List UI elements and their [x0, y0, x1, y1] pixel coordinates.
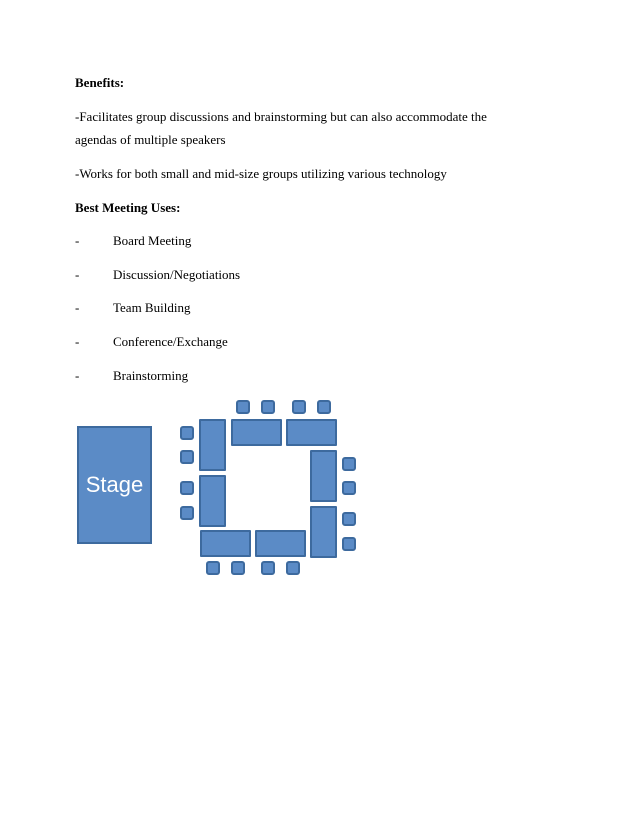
- stage-label: Stage: [85, 472, 144, 497]
- table: [199, 419, 226, 471]
- table: [231, 419, 282, 446]
- stage: [77, 426, 152, 544]
- list-item: Conference/Exchange: [113, 334, 228, 349]
- chair: [180, 481, 194, 495]
- table: [310, 506, 337, 558]
- chair: [206, 561, 220, 575]
- chair: [317, 400, 331, 414]
- list-bullet: -: [75, 233, 80, 248]
- chair: [236, 400, 250, 414]
- list-item: Brainstorming: [113, 368, 189, 383]
- list-bullet: -: [75, 267, 80, 282]
- list-item: Discussion/Negotiations: [113, 267, 241, 282]
- list-item: Board Meeting: [113, 233, 192, 248]
- chair: [342, 512, 356, 526]
- benefits-heading: Benefits:: [75, 75, 125, 90]
- table: [199, 475, 226, 527]
- list-item: Team Building: [113, 300, 191, 315]
- table: [200, 530, 251, 557]
- chair: [180, 506, 194, 520]
- table: [310, 450, 337, 502]
- chair: [342, 457, 356, 471]
- benefit-point-1-line-2: agendas of multiple speakers: [75, 132, 226, 147]
- list-bullet: -: [75, 368, 80, 383]
- list-bullet: -: [75, 334, 80, 349]
- list-bullet: -: [75, 300, 80, 315]
- chair: [342, 481, 356, 495]
- chair: [231, 561, 245, 575]
- chair: [342, 537, 356, 551]
- best-uses-heading: Best Meeting Uses:: [75, 200, 181, 215]
- chair: [261, 561, 275, 575]
- benefit-point-2: -Works for both small and mid-size groups utilizing various technology: [75, 166, 447, 181]
- chair: [292, 400, 306, 414]
- chair: [286, 561, 300, 575]
- chair: [261, 400, 275, 414]
- chair: [180, 450, 194, 464]
- benefit-point-1-line-1: -Facilitates group discussions and brainstorming but can also accommodate the: [75, 109, 487, 124]
- chair: [180, 426, 194, 440]
- table: [286, 419, 337, 446]
- table: [255, 530, 306, 557]
